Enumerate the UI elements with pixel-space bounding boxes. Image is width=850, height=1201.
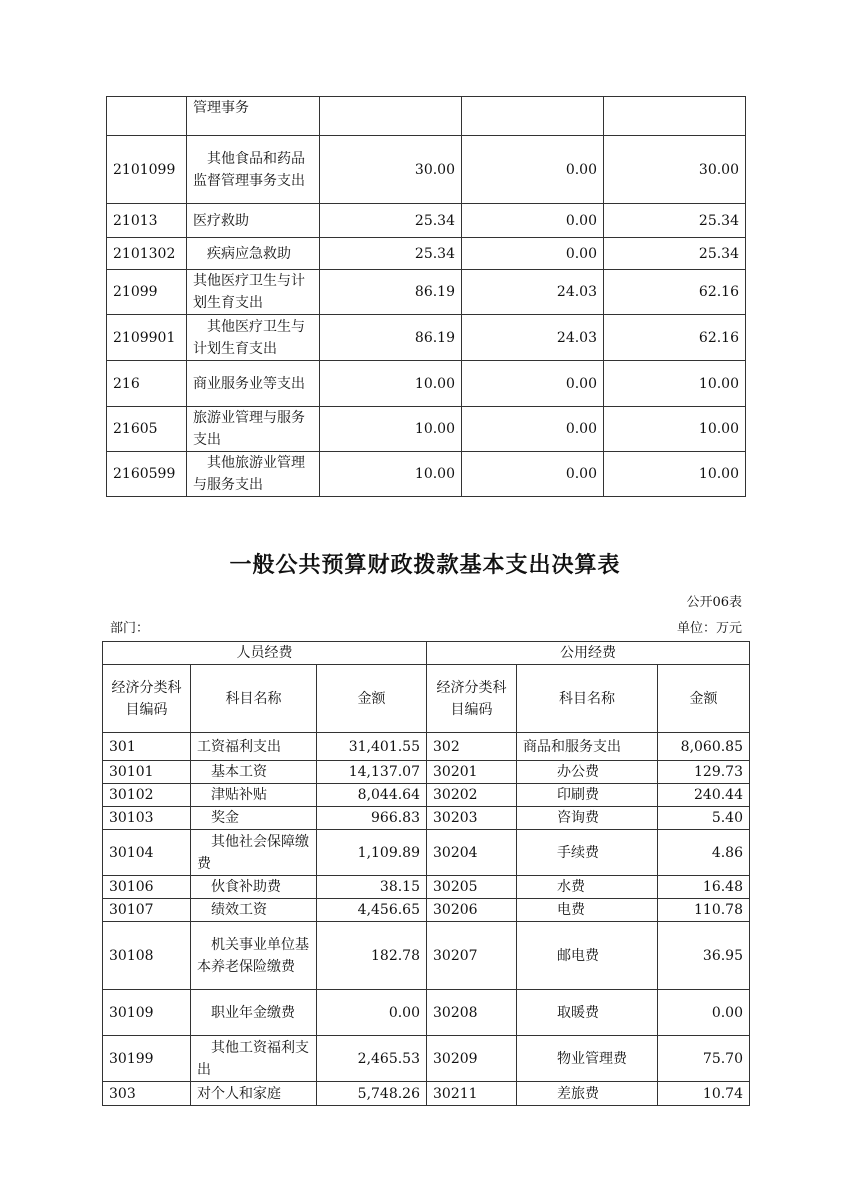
public-amount: 8,060.85: [658, 733, 750, 761]
public-amount: 5.40: [658, 807, 750, 830]
subject-code: 2101302: [107, 238, 187, 270]
table-row: [107, 97, 746, 136]
table-row: [103, 876, 750, 899]
basic-expenditure-table: [102, 641, 750, 1106]
subject-code: 2160599: [107, 452, 187, 497]
amount-project: 10.00: [604, 452, 746, 497]
subject-name: 疾病应急救助: [187, 238, 320, 270]
subject-code: 21013: [107, 204, 187, 238]
public-name: 物业管理费: [517, 1036, 658, 1082]
public-amount: 10.74: [658, 1082, 750, 1106]
subject-name: 其他食品和药品监督管理事务支出: [187, 136, 320, 204]
personnel-amount: 4,456.65: [317, 899, 427, 922]
personnel-code: 30101: [103, 761, 191, 784]
public-amount: 75.70: [658, 1036, 750, 1082]
table-row: [103, 899, 750, 922]
public-amount: 110.78: [658, 899, 750, 922]
public-name: 水费: [517, 876, 658, 899]
table-row: [103, 830, 750, 876]
amount-basic: 0.00: [462, 204, 604, 238]
personnel-amount: 5,748.26: [317, 1082, 427, 1106]
public-code: 30204: [427, 830, 517, 876]
col-header-name: 科目名称: [191, 665, 317, 733]
subject-name: 医疗救助: [187, 204, 320, 238]
personnel-amount: 1,109.89: [317, 830, 427, 876]
personnel-code: 303: [103, 1082, 191, 1106]
subject-name: 旅游业管理与服务支出: [187, 407, 320, 452]
table-row: [107, 136, 746, 204]
amount-project: 10.00: [604, 361, 746, 407]
public-name: 取暖费: [517, 990, 658, 1036]
subject-name: 管理事务: [187, 97, 320, 136]
personnel-amount: 966.83: [317, 807, 427, 830]
amount-total: 10.00: [320, 361, 462, 407]
unit-label: 单位：万元: [676, 621, 742, 636]
public-name: 咨询费: [517, 807, 658, 830]
personnel-name: 机关事业单位基本养老保险缴费: [191, 922, 317, 990]
public-amount: 16.48: [658, 876, 750, 899]
personnel-name: 基本工资: [191, 761, 317, 784]
public-name: 印刷费: [517, 784, 658, 807]
personnel-amount: 31,401.55: [317, 733, 427, 761]
amount-total: 10.00: [320, 452, 462, 497]
subject-code: 21605: [107, 407, 187, 452]
table-row: [107, 238, 746, 270]
personnel-code: 30109: [103, 990, 191, 1036]
personnel-name: 工资福利支出: [191, 733, 317, 761]
amount-basic: 0.00: [462, 407, 604, 452]
personnel-name: 伙食补助费: [191, 876, 317, 899]
table-row: [103, 761, 750, 784]
public-code: 302: [427, 733, 517, 761]
public-code: 30211: [427, 1082, 517, 1106]
personnel-code: 30108: [103, 922, 191, 990]
personnel-amount: 38.15: [317, 876, 427, 899]
table-row: [103, 784, 750, 807]
public-code: 30201: [427, 761, 517, 784]
table-row: [103, 990, 750, 1036]
group-header-public: 公用经费: [427, 642, 750, 665]
personnel-amount: 14,137.07: [317, 761, 427, 784]
public-amount: 0.00: [658, 990, 750, 1036]
public-code: 30205: [427, 876, 517, 899]
personnel-amount: 8,044.64: [317, 784, 427, 807]
amount-total: 25.34: [320, 238, 462, 270]
subject-code: 21099: [107, 270, 187, 315]
col-header-code: 经济分类科目编码: [427, 665, 517, 733]
personnel-code: 30106: [103, 876, 191, 899]
col-header-code: 经济分类科目编码: [103, 665, 191, 733]
personnel-code: 30102: [103, 784, 191, 807]
amount-basic: 0.00: [462, 361, 604, 407]
amount-total: 10.00: [320, 407, 462, 452]
department-label: 部门：: [110, 621, 150, 636]
col-header-amount: 金额: [317, 665, 427, 733]
table-row: [107, 204, 746, 238]
subject-code: 216: [107, 361, 187, 407]
subject-name: 其他医疗卫生与计划生育支出: [187, 270, 320, 315]
subject-name: 商业服务业等支出: [187, 361, 320, 407]
amount-total: 86.19: [320, 270, 462, 315]
table-number: 公开06表: [686, 595, 742, 610]
project-expenditure-table-continued: [106, 96, 746, 497]
amount-basic: 24.03: [462, 315, 604, 361]
personnel-name: 津贴补贴: [191, 784, 317, 807]
amount-project: 10.00: [604, 407, 746, 452]
public-name: 电费: [517, 899, 658, 922]
col-header-amount: 金额: [658, 665, 750, 733]
public-code: 30208: [427, 990, 517, 1036]
public-name: 手续费: [517, 830, 658, 876]
page-title: 一般公共预算财政拨款基本支出决算表: [229, 552, 621, 578]
personnel-name: 职业年金缴费: [191, 990, 317, 1036]
col-header-name: 科目名称: [517, 665, 658, 733]
personnel-name: 其他社会保障缴费: [191, 830, 317, 876]
table-row: [107, 270, 746, 315]
public-amount: 240.44: [658, 784, 750, 807]
subject-name: 其他旅游业管理与服务支出: [187, 452, 320, 497]
public-code: 30203: [427, 807, 517, 830]
personnel-code: 30199: [103, 1036, 191, 1082]
personnel-name: 对个人和家庭: [191, 1082, 317, 1106]
table-row: [103, 807, 750, 830]
table-row: [103, 1082, 750, 1106]
amount-project: [604, 97, 746, 136]
public-name: 办公费: [517, 761, 658, 784]
amount-project: 62.16: [604, 315, 746, 361]
subject-code: [107, 97, 187, 136]
amount-project: 25.34: [604, 204, 746, 238]
group-header-personnel: 人员经费: [103, 642, 427, 665]
subject-code: 2109901: [107, 315, 187, 361]
table-row: [103, 922, 750, 990]
amount-total: 25.34: [320, 204, 462, 238]
amount-total: 86.19: [320, 315, 462, 361]
public-code: 30207: [427, 922, 517, 990]
personnel-amount: 0.00: [317, 990, 427, 1036]
public-code: 30209: [427, 1036, 517, 1082]
amount-project: 62.16: [604, 270, 746, 315]
personnel-code: 30107: [103, 899, 191, 922]
public-name: 商品和服务支出: [517, 733, 658, 761]
personnel-code: 30103: [103, 807, 191, 830]
table-row: [107, 452, 746, 497]
table-row: [107, 407, 746, 452]
subject-name: 其他医疗卫生与计划生育支出: [187, 315, 320, 361]
public-amount: 36.95: [658, 922, 750, 990]
table-row: [103, 1036, 750, 1082]
personnel-amount: 2,465.53: [317, 1036, 427, 1082]
personnel-code: 301: [103, 733, 191, 761]
amount-basic: 24.03: [462, 270, 604, 315]
table-row: [107, 361, 746, 407]
amount-total: 30.00: [320, 136, 462, 204]
personnel-amount: 182.78: [317, 922, 427, 990]
public-name: 差旅费: [517, 1082, 658, 1106]
public-name: 邮电费: [517, 922, 658, 990]
personnel-name: 奖金: [191, 807, 317, 830]
public-amount: 129.73: [658, 761, 750, 784]
amount-basic: 0.00: [462, 136, 604, 204]
table-row: [103, 733, 750, 761]
public-code: 30206: [427, 899, 517, 922]
public-amount: 4.86: [658, 830, 750, 876]
subject-code: 2101099: [107, 136, 187, 204]
amount-basic: 0.00: [462, 238, 604, 270]
public-code: 30202: [427, 784, 517, 807]
amount-basic: [462, 97, 604, 136]
table-row: [107, 315, 746, 361]
amount-project: 30.00: [604, 136, 746, 204]
personnel-name: 其他工资福利支出: [191, 1036, 317, 1082]
amount-project: 25.34: [604, 238, 746, 270]
personnel-code: 30104: [103, 830, 191, 876]
amount-basic: 0.00: [462, 452, 604, 497]
amount-total: [320, 97, 462, 136]
personnel-name: 绩效工资: [191, 899, 317, 922]
